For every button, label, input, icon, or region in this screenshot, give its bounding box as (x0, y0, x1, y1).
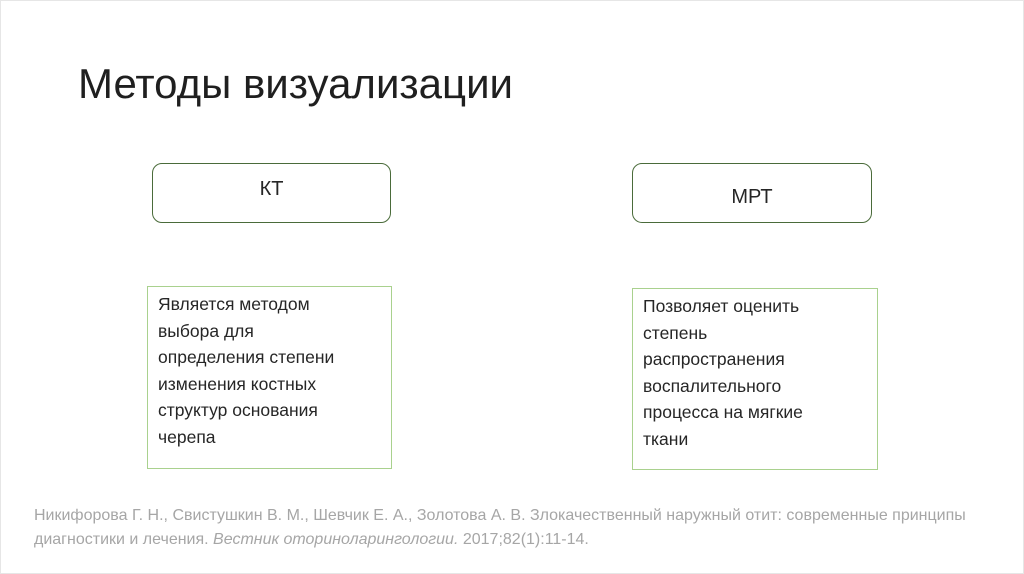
citation-journal: Вестник оториноларингологии. (213, 531, 459, 548)
description-line: воспалительного (643, 375, 782, 396)
description-line: Позволяет оценить (643, 296, 800, 316)
citation-details: 2017;82(1):11-14. (458, 531, 589, 548)
description-line: определения степени (158, 347, 335, 367)
description-line: процесса на мягкие (643, 402, 803, 422)
description-line: черепа (158, 426, 216, 447)
method-label-mrt: МРТ (731, 185, 773, 208)
description-line: степень (643, 322, 708, 343)
method-box-kt (152, 163, 391, 223)
description-line: Является методом (158, 294, 310, 314)
method-label-kt: КТ (259, 177, 284, 200)
citation (34, 504, 994, 552)
description-box-mrt (632, 288, 878, 470)
description-line: ткани (643, 428, 689, 449)
description-line: выбора для (158, 320, 254, 341)
citation-authors: Никифорова Г. Н., Свистушкин В. М., Шевчик Е. А., Золотова А. В. Злокачественный наружный отит: современные принципы диагностики и лечения. (34, 507, 966, 548)
description-line: структур основания (158, 400, 318, 420)
description-line: изменения костных (158, 373, 317, 394)
method-box-mrt (632, 163, 872, 223)
slide-title: Методы визуализации (78, 60, 513, 107)
description-line: распространения (643, 349, 785, 369)
description-box-kt (147, 286, 392, 469)
